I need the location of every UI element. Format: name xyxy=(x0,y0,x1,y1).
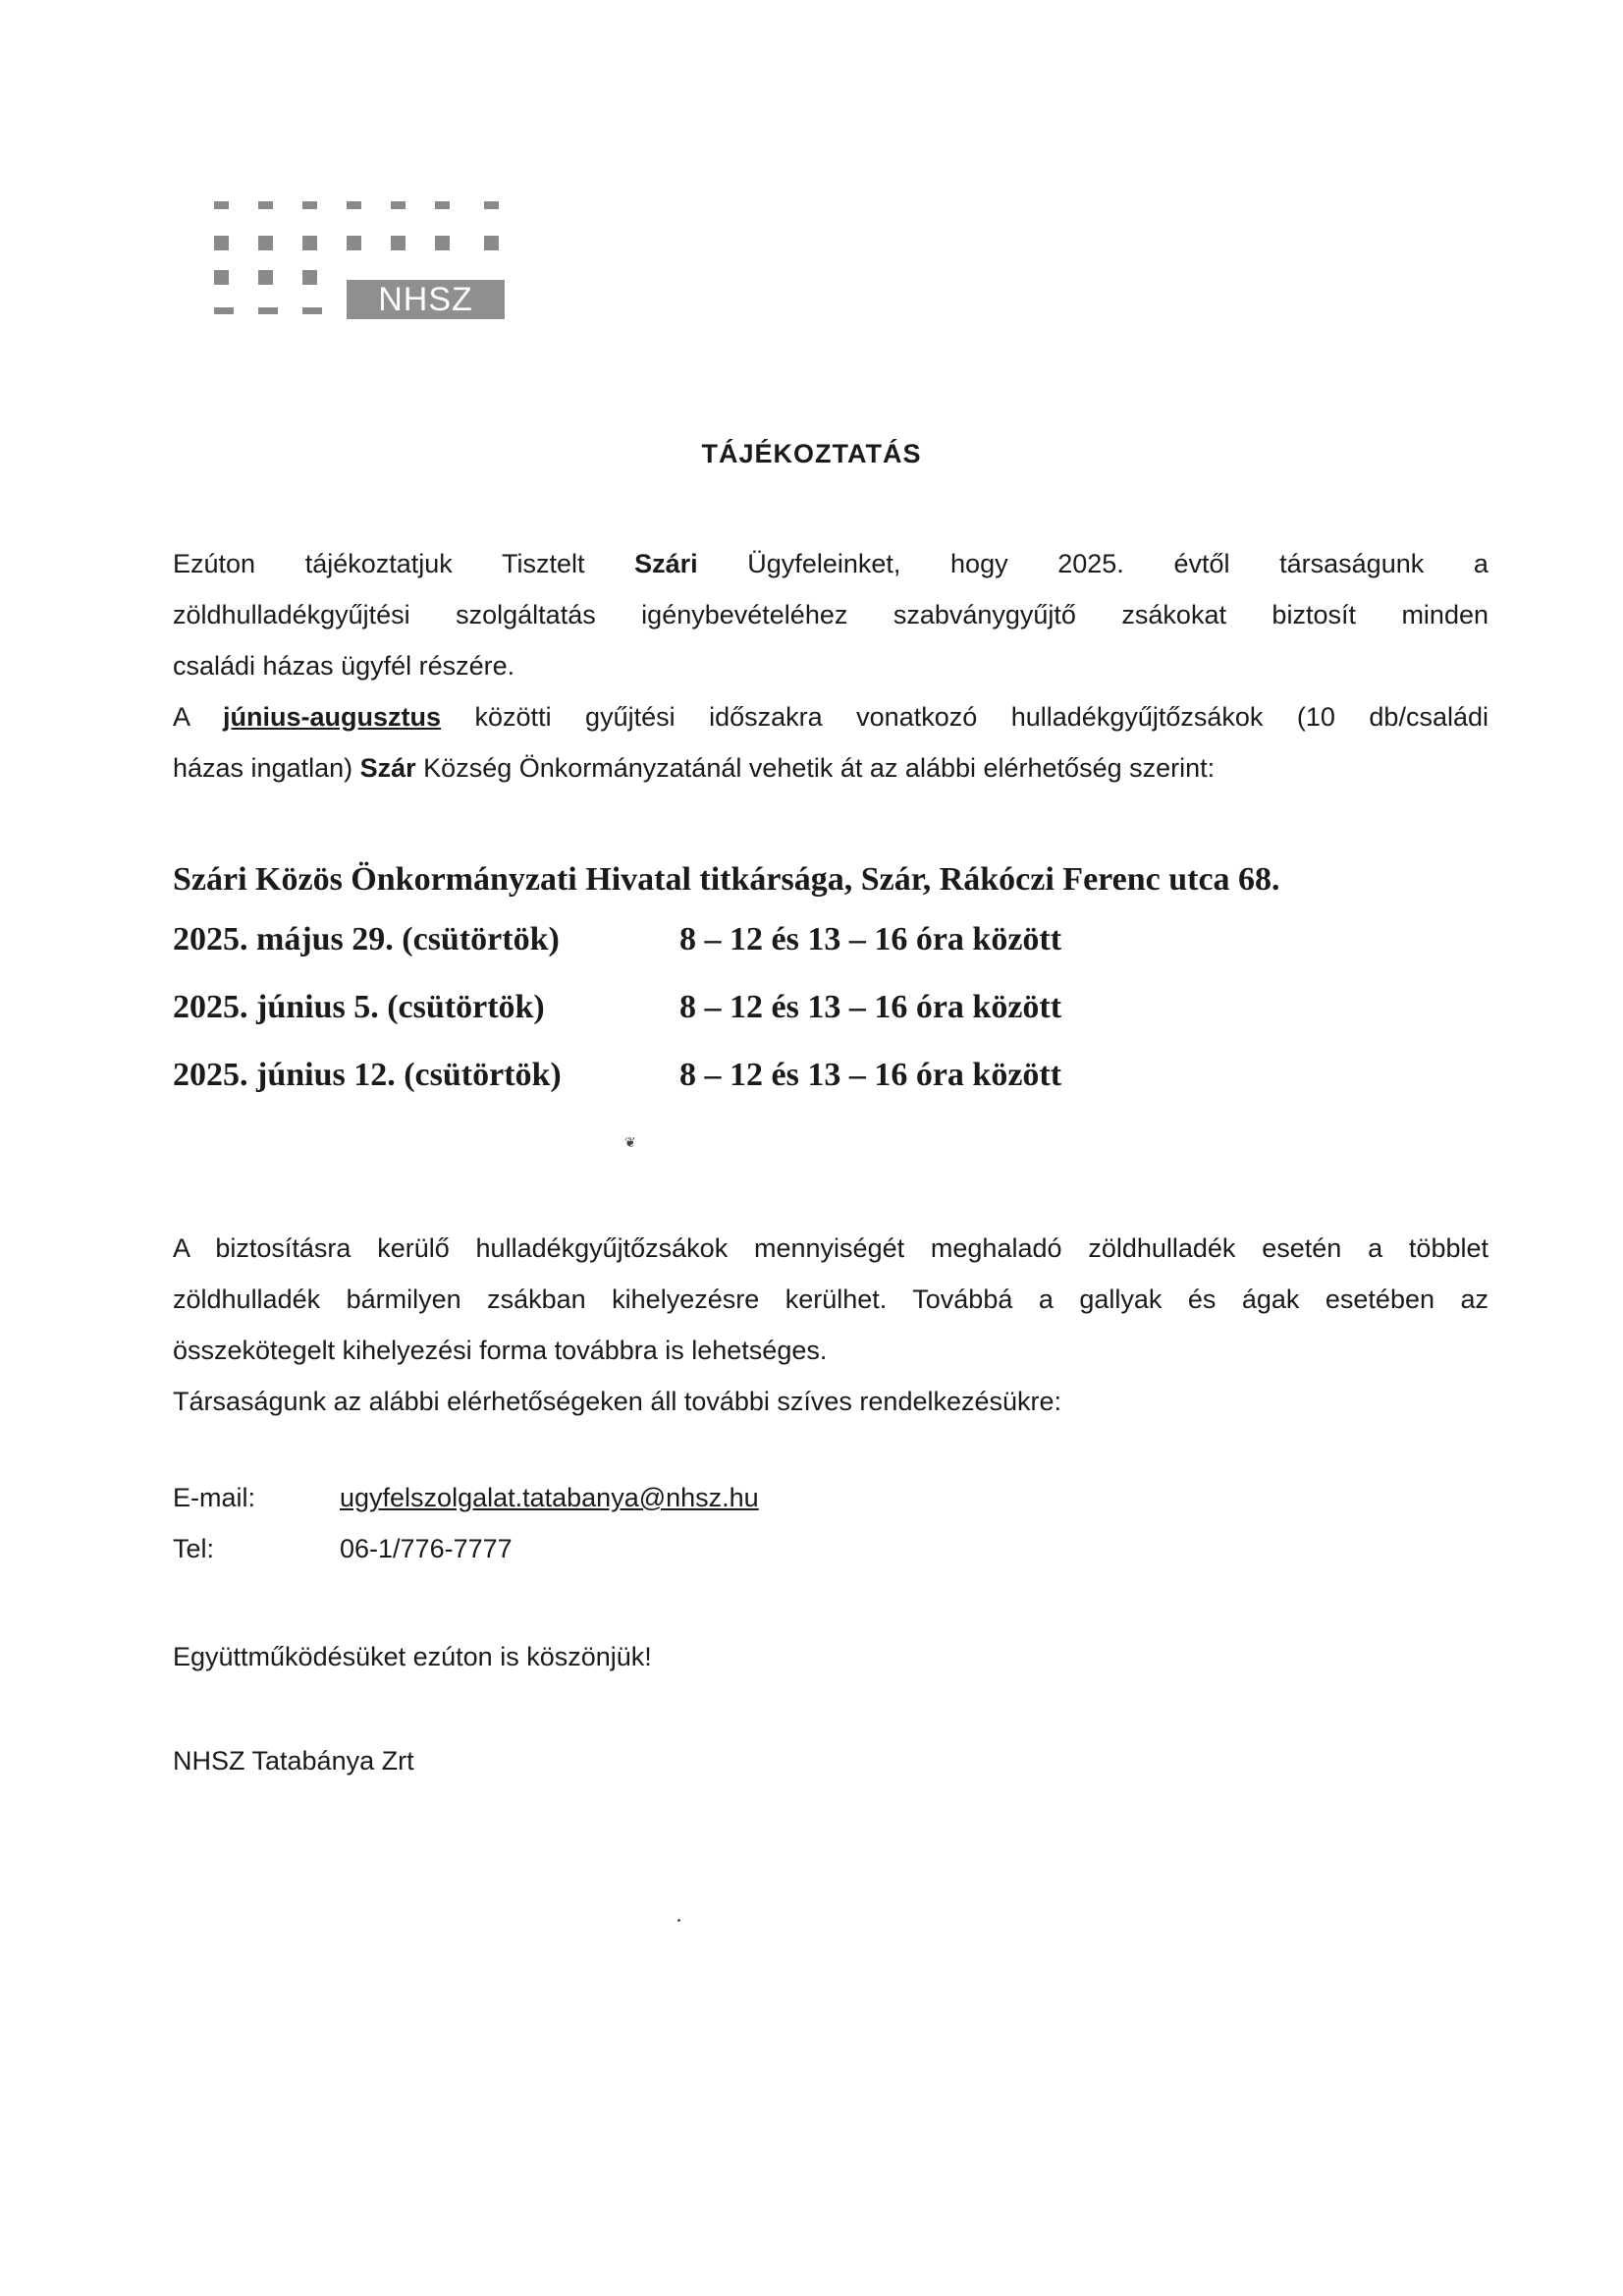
intro-line: zöldhulladékgyűjtési szolgáltatás igénybevételéhez szabványgyűjtő zsákokat biztosít minden xyxy=(173,600,1488,629)
word: Tisztelt xyxy=(501,549,585,578)
logo-bar xyxy=(258,307,278,314)
logo-square xyxy=(258,236,273,250)
word: évtől xyxy=(1173,549,1230,578)
logo-square xyxy=(484,201,499,209)
word: társaságunk xyxy=(1279,549,1425,578)
logo-square xyxy=(391,201,406,209)
text: közötti gyűjtési időszakra vonatkozó hulladékgyűjtőzsákok (10 db/családi xyxy=(441,702,1488,732)
info-line: Társaságunk az alábbi elérhetőségeken áll további szíves rendelkezésükre: xyxy=(173,1387,1062,1416)
logo-square xyxy=(435,236,450,250)
logo-square xyxy=(302,270,317,285)
info-paragraph xyxy=(173,1223,1488,1427)
phone-number: 06-1/776-7777 xyxy=(340,1534,513,1563)
schedule-time: 8 – 12 és 13 – 16 óra között xyxy=(679,1057,1062,1093)
word: hogy xyxy=(950,549,1008,578)
logo-square xyxy=(214,201,229,209)
logo-square xyxy=(484,236,499,250)
schedule-date: 2025. június 12. (csütörtök) xyxy=(173,1057,562,1093)
word: Ezúton xyxy=(173,549,256,578)
bold-word: Szári xyxy=(634,549,698,578)
scan-speck xyxy=(677,1919,680,1922)
logo-bar xyxy=(302,307,322,314)
logo-brand-text: NHSZ xyxy=(347,280,505,319)
logo-bar xyxy=(214,307,234,314)
signature: NHSZ Tatabánya Zrt xyxy=(173,1746,414,1776)
document-title: TÁJÉKOZTATÁS xyxy=(701,439,922,468)
schedule-time: 8 – 12 és 13 – 16 óra között xyxy=(679,921,1062,957)
logo-square xyxy=(347,201,361,209)
logo-square xyxy=(302,201,317,209)
intro-paragraph xyxy=(173,538,1488,793)
logo-square xyxy=(347,236,361,250)
intro-line: családi házas ügyfél részére. xyxy=(173,651,515,681)
intro-line xyxy=(173,691,1488,742)
stray-mark: ❦ xyxy=(624,1134,636,1150)
word: Ügyfeleinket, xyxy=(747,549,901,578)
schedule-time: 8 – 12 és 13 – 16 óra között xyxy=(679,989,1062,1025)
logo-square xyxy=(258,201,273,209)
logo-square xyxy=(302,236,317,250)
logo-square xyxy=(258,270,273,285)
logo-square xyxy=(214,270,229,285)
info-line: A biztosításra kerülő hulladékgyűjtőzsákok mennyiségét meghaladó zöldhulladék esetén a többlet xyxy=(173,1233,1488,1263)
intro-line xyxy=(173,538,1488,589)
text: házas ingatlan) xyxy=(173,753,360,783)
bold-word: Szár xyxy=(359,753,416,783)
schedule-date: 2025. június 5. (csütörtök) xyxy=(173,989,545,1025)
info-line: összekötegelt kihelyezési forma továbbra is lehetséges. xyxy=(173,1336,828,1365)
info-line: zöldhulladék bármilyen zsákban kihelyezésre kerülhet. Továbbá a gallyak és ágak esetében az xyxy=(173,1285,1488,1314)
logo-square xyxy=(391,236,406,250)
word: a xyxy=(1473,549,1488,578)
pickup-address: Szári Közös Önkormányzati Hivatal titkársága, Szár, Rákóczi Ferenc utca 68. xyxy=(173,861,1280,898)
text: A xyxy=(173,702,224,732)
email-link[interactable]: ugyfelszolgalat.tatabanya@nhsz.hu xyxy=(340,1483,759,1512)
phone-label: Tel: xyxy=(173,1534,215,1563)
logo-square xyxy=(435,201,450,209)
schedule-date: 2025. május 29. (csütörtök) xyxy=(173,921,560,957)
word: 2025. xyxy=(1057,549,1124,578)
company-logo xyxy=(214,201,509,319)
intro-line xyxy=(173,742,1488,793)
word: tájékoztatjuk xyxy=(304,549,453,578)
period-highlight: június-augusztus xyxy=(223,702,442,732)
email-label: E-mail: xyxy=(173,1483,256,1512)
text: Község Önkormányzatánál vehetik át az alábbi elérhetőség szerint: xyxy=(415,753,1216,783)
logo-square xyxy=(214,236,229,250)
closing-text: Együttműködésüket ezúton is köszönjük! xyxy=(173,1642,652,1671)
